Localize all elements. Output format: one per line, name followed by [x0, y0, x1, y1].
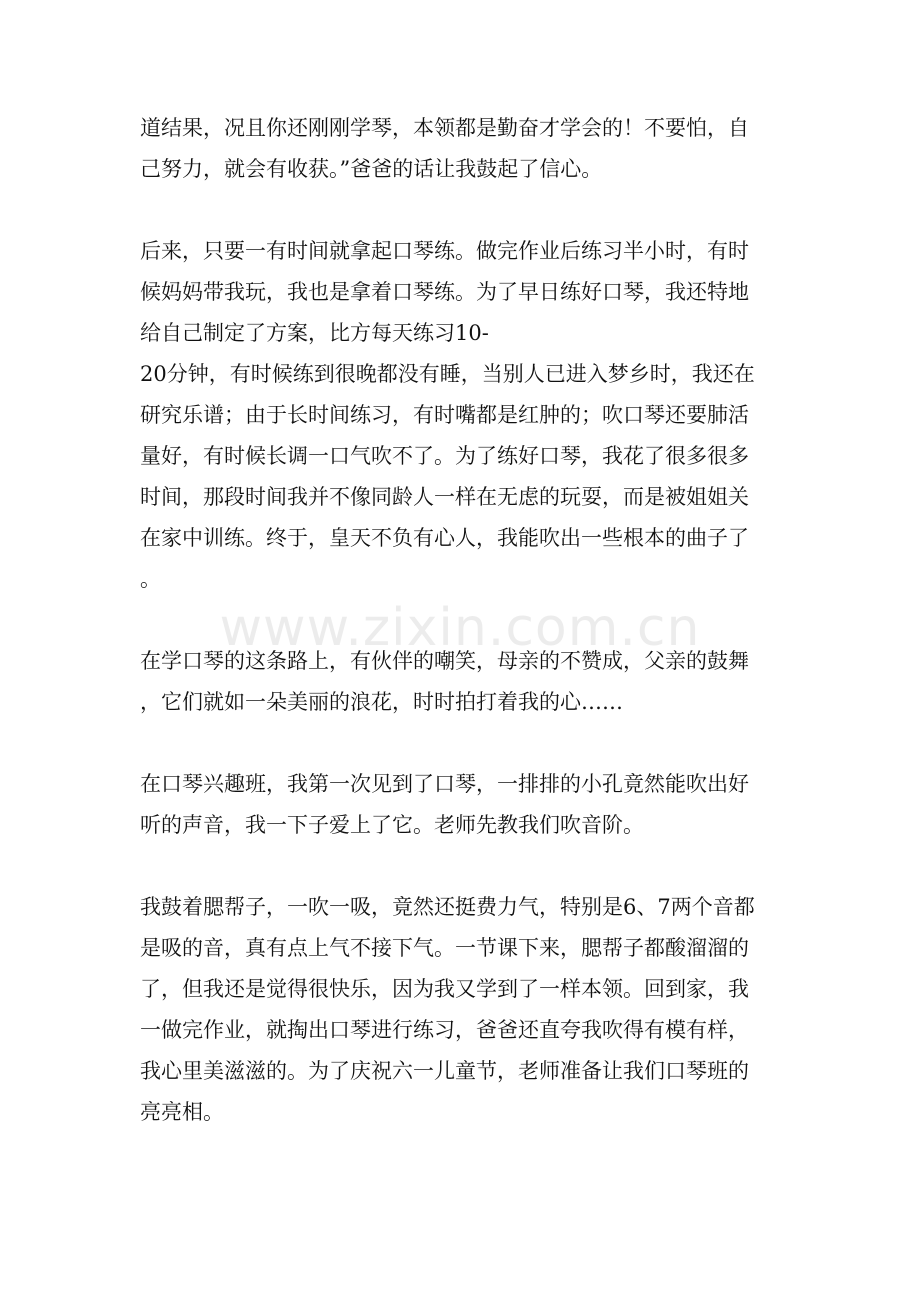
text-line: 一做完作业，就掏出口琴进行练习，爸爸还直夸我吹得有模有样， [140, 1018, 749, 1042]
text-line: ，它们就如一朵美丽的浪花，时时拍打着我的心…… [140, 690, 623, 714]
text-line: 己努力，就会有收获。”爸爸的话让我鼓起了信心。 [140, 157, 603, 181]
text-line: 。 [140, 567, 161, 591]
text-line: 在口琴兴趣班，我第一次见到了口琴，一排排的小孔竟然能吹出好 [140, 772, 749, 796]
text-line: 时间，那段时间我并不像同龄人一样在无虑的玩耍，而是被姐姐关 [140, 485, 749, 509]
document-body [140, 108, 780, 1133]
text-line: 量好，有时候长调一口气吹不了。为了练好口琴，我花了很多很多 [140, 444, 749, 468]
text-line: 候妈妈带我玩，我也是拿着口琴练。为了早日练好口琴，我还特地 [140, 280, 749, 304]
text-line: 研究乐谱；由于长时间练习，有时嘴都是红肿的；吹口琴还要肺活 [140, 403, 749, 427]
text-line: 是吸的音，真有点上气不接下气。一节课下来，腮帮子都酸溜溜的 [140, 936, 749, 960]
paragraph-5 [140, 887, 780, 1133]
text-line: 听的声音，我一下子爱上了它。老师先教我们吹音阶。 [140, 813, 644, 837]
text-line: 亮亮相。 [140, 1100, 224, 1124]
text-line: 后来，只要一有时间就拿起口琴练。做完作业后练习半小时，有时 [140, 239, 749, 263]
paragraph-3 [140, 641, 780, 723]
text-line: 给自己制定了方案，比方每天练习10- [140, 321, 489, 345]
text-line: 我鼓着腮帮子，一吹一吸，竟然还挺费力气，特别是6、7两个音都 [140, 895, 755, 919]
paragraph-4 [140, 764, 780, 846]
text-line: 道结果，况且你还刚刚学琴，本领都是勤奋才学会的！不要怕，自 [140, 116, 749, 140]
paragraph-2 [140, 231, 780, 600]
paragraph-1 [140, 108, 780, 190]
watermark-text: www.zixin.com.cn [219, 598, 701, 658]
text-line: 在家中训练。终于，皇天不负有心人，我能吹出一些根本的曲子了 [140, 526, 749, 550]
text-line: 我心里美滋滋的。为了庆祝六一儿童节，老师准备让我们口琴班的 [140, 1059, 749, 1083]
text-line: 在学口琴的这条路上，有伙伴的嘲笑，母亲的不赞成，父亲的鼓舞 [140, 649, 749, 673]
text-line: 了，但我还是觉得很快乐，因为我又学到了一样本领。回到家，我 [140, 977, 749, 1001]
text-line: 20分钟，有时候练到很晚都没有睡，当别人已进入梦乡时，我还在 [140, 362, 755, 386]
